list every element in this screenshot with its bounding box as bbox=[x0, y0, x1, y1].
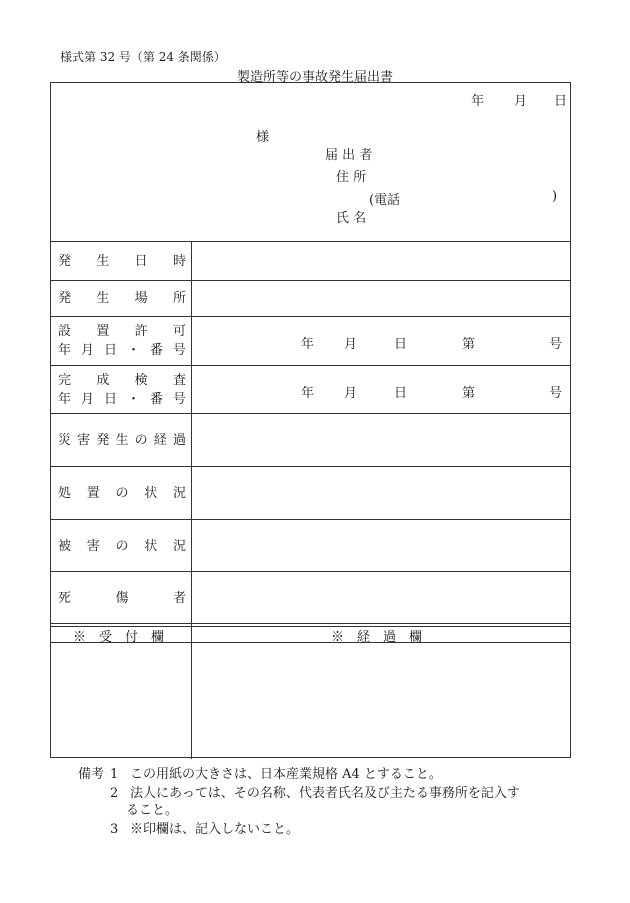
completion-date-number-label: 年 月 日 ・ 番 号 bbox=[58, 392, 186, 407]
occurrence-datetime-label: 発 生 日 時 bbox=[58, 254, 186, 269]
install-permit-label: 設 置 許 可 bbox=[58, 324, 186, 339]
install-permit-date-number-label: 年 月 日 ・ 番 号 bbox=[58, 343, 186, 358]
phone-close: ) bbox=[552, 189, 558, 204]
disaster-progress-label: 災 害 発 生 の 経 過 bbox=[58, 433, 186, 448]
divider bbox=[51, 413, 570, 414]
permit-month: 月 bbox=[344, 337, 358, 352]
note-2-text-continued: ること。 bbox=[126, 803, 179, 818]
occurrence-place-label: 発 生 場 所 bbox=[58, 291, 186, 306]
notes-label: 備考 bbox=[78, 767, 105, 782]
completion-dai: 第 bbox=[462, 386, 476, 401]
form-type-label: 様式第 32 号（第 24 条関係） bbox=[60, 50, 226, 64]
damage-status-label: 被 害 の 状 況 bbox=[58, 539, 186, 554]
header-year: 年 bbox=[471, 94, 485, 109]
permit-go: 号 bbox=[549, 337, 563, 352]
note-1-text: この用紙の大きさは、日本産業規格 A4 とすること。 bbox=[130, 767, 442, 782]
divider bbox=[51, 280, 570, 281]
note-3-number: 3 bbox=[110, 822, 119, 837]
phone-label: (電話 bbox=[369, 193, 401, 208]
completion-go: 号 bbox=[549, 386, 563, 401]
form-frame bbox=[50, 82, 571, 758]
completion-inspection-label: 完 成 検 査 bbox=[58, 373, 186, 388]
note-1-number: 1 bbox=[110, 767, 119, 782]
divider bbox=[51, 519, 570, 520]
address-label: 住 所 bbox=[336, 170, 367, 185]
measures-status-label: 処 置 の 状 況 bbox=[58, 486, 186, 501]
header-day: 日 bbox=[554, 94, 568, 109]
completion-year: 年 bbox=[301, 386, 315, 401]
note-3-text: ※印欄は、記入しないこと。 bbox=[130, 822, 300, 837]
divider bbox=[51, 466, 570, 467]
header-month: 月 bbox=[514, 94, 528, 109]
reporter-label: 届 出 者 bbox=[325, 148, 373, 163]
completion-month: 月 bbox=[344, 386, 358, 401]
document-title: 製造所等の事故発生届出書 bbox=[236, 70, 393, 85]
column-divider bbox=[191, 241, 192, 759]
divider bbox=[51, 241, 570, 242]
casualties-label: 死 傷 者 bbox=[58, 591, 186, 606]
completion-day: 日 bbox=[394, 386, 408, 401]
note-2-number: 2 bbox=[110, 786, 119, 801]
divider bbox=[51, 571, 570, 572]
name-label: 氏 名 bbox=[336, 211, 367, 226]
divider bbox=[51, 623, 570, 624]
note-2-text: 法人にあっては、その名称、代表者氏名及び主たる事務所を記入す bbox=[130, 786, 520, 801]
divider bbox=[51, 365, 570, 366]
permit-day: 日 bbox=[394, 337, 408, 352]
permit-dai: 第 bbox=[462, 337, 476, 352]
permit-year: 年 bbox=[301, 337, 315, 352]
honorific-sama: 様 bbox=[256, 130, 270, 145]
progress-column-header: ※ 経 過 欄 bbox=[331, 630, 423, 645]
divider bbox=[51, 316, 570, 317]
reception-column-header: ※ 受 付 欄 bbox=[73, 630, 165, 645]
